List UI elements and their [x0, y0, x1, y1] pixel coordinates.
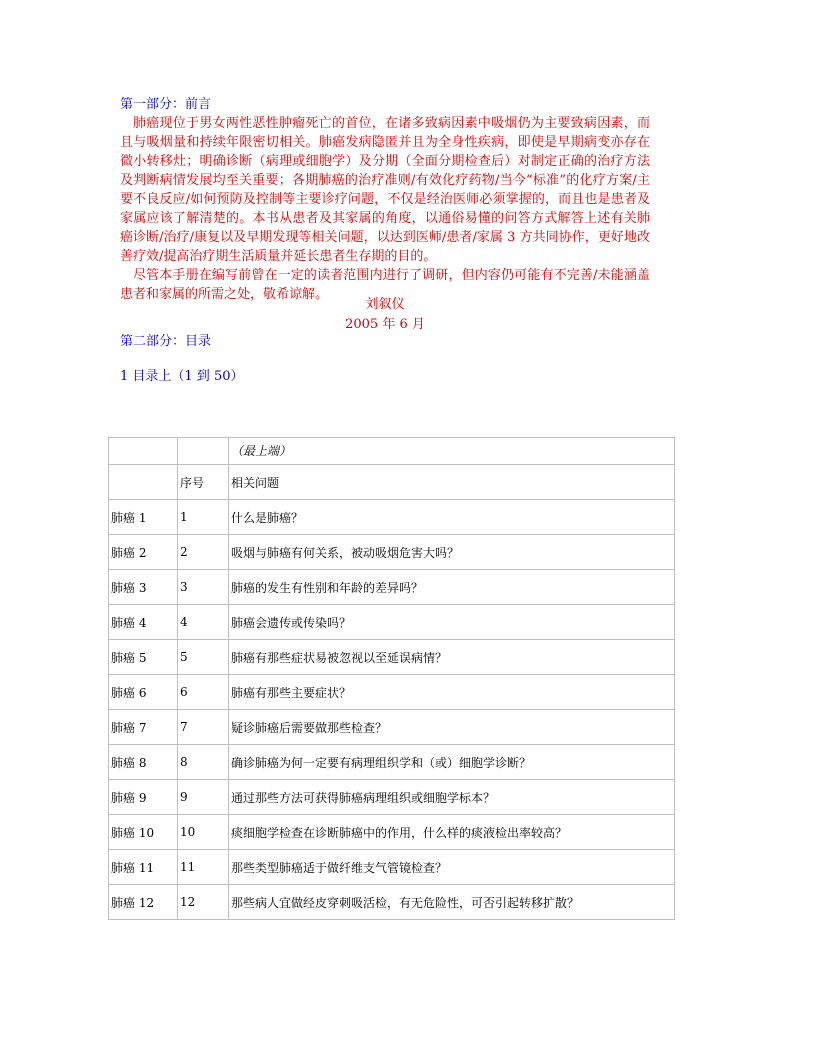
table-cell-empty: [109, 465, 178, 500]
row-question-link[interactable]: 肺癌的发生有性别和年龄的差异吗？: [229, 570, 675, 605]
table-row: [109, 850, 675, 885]
row-question-link[interactable]: 那些类型肺癌适于做纤维支气管镜检查？: [229, 850, 675, 885]
toc-header-row: [109, 465, 675, 500]
row-number: 4: [178, 605, 229, 640]
row-number: 8: [178, 745, 229, 780]
table-cell-empty: [109, 438, 178, 465]
row-category: 肺癌 8: [109, 745, 178, 780]
table-row: [109, 780, 675, 815]
table-row: [109, 535, 675, 570]
top-anchor-label: （最上端）: [229, 438, 675, 465]
toc-top-row: [109, 438, 675, 465]
toc-table: [108, 437, 675, 920]
row-question-link[interactable]: 那些病人宜做经皮穿刺吸活检，有无危险性，可否引起转移扩散？: [229, 885, 675, 920]
header-number: 序号: [178, 465, 229, 500]
header-question: 相关问题: [229, 465, 675, 500]
row-number: 12: [178, 885, 229, 920]
row-category: 肺癌 6: [109, 675, 178, 710]
row-number: 5: [178, 640, 229, 675]
row-category: 肺癌 5: [109, 640, 178, 675]
row-category: 肺癌 4: [109, 605, 178, 640]
row-category: 肺癌 3: [109, 570, 178, 605]
table-row: [109, 640, 675, 675]
row-number: 3: [178, 570, 229, 605]
row-category: 肺癌 1: [109, 500, 178, 535]
table-row: [109, 710, 675, 745]
row-number: 2: [178, 535, 229, 570]
table-row: [109, 745, 675, 780]
row-question-link[interactable]: 什么是肺癌？: [229, 500, 675, 535]
part1-title: 第一部分：前言: [120, 97, 212, 112]
row-category: 肺癌 12: [109, 885, 178, 920]
table-row: [109, 815, 675, 850]
row-category: 肺癌 2: [109, 535, 178, 570]
row-number: 1: [178, 500, 229, 535]
row-category: 肺癌 7: [109, 710, 178, 745]
row-number: 10: [178, 815, 229, 850]
author-name: 刘叙仪: [365, 297, 405, 312]
row-question-link[interactable]: 肺癌会遗传或传染吗？: [229, 605, 675, 640]
row-question-link[interactable]: 吸烟与肺癌有何关系，被动吸烟危害大吗？: [229, 535, 675, 570]
table-row: [109, 885, 675, 920]
row-question-link[interactable]: 肺癌有那些症状易被忽视以至延误病情？: [229, 640, 675, 675]
table-cell-empty: [178, 438, 229, 465]
table-row: [109, 500, 675, 535]
row-number: 7: [178, 710, 229, 745]
preface-date: 2005 年 6 月: [345, 317, 425, 332]
toc-subtitle-link[interactable]: 1 目录上（1 到 50）: [120, 369, 244, 384]
row-question-link[interactable]: 通过那些方法可获得肺癌病理组织或细胞学标本？: [229, 780, 675, 815]
row-question-link[interactable]: 肺癌有那些主要症状？: [229, 675, 675, 710]
row-question-link[interactable]: 疑诊肺癌后需要做那些检查？: [229, 710, 675, 745]
row-number: 6: [178, 675, 229, 710]
preface-paragraph-1: 肺癌现位于男女两性恶性肿瘤死亡的首位，在诸多致病因素中吸烟仍为主要致病因素，而且与吸烟量和持续年限密切相关。肺癌发病隐匿并且为全身性疾病，即使是早期病变亦存在微小转移灶；明确诊断（病理或细胞学）及分期（全面分期检查后）对制定正确的治疗方法及判断病情发展均至关重要；各期肺癌的治疗准则/有效化疗药物/当今“标准”的化疗方案/主要不良反应/如何预防及控制等主要诊疗问题，不仅是经治医师必须掌握的，而且也是患者及家属应该了解清楚的。本书从患者及其家属的角度，以通俗易懂的问答方式解答上述有关肺癌诊断/治疗/康复以及早期发现等相关问题，以达到医师/患者/家属 3 方共同协作，更好地改善疗效/提高治疗期生活质量并延长患者生存期的目的。: [120, 116, 650, 264]
row-category: 肺癌 9: [109, 780, 178, 815]
table-row: [109, 675, 675, 710]
table-row: [109, 570, 675, 605]
row-number: 11: [178, 850, 229, 885]
preface-paragraph-2: 尽管本手册在编写前曾在一定的读者范围内进行了调研，但内容仍可能有不完善/未能涵盖患者和家属的所需之处，敬希谅解。: [120, 268, 650, 302]
row-category: 肺癌 10: [109, 815, 178, 850]
table-row: [109, 605, 675, 640]
part2-title: 第二部分：目录: [120, 334, 212, 349]
row-number: 9: [178, 780, 229, 815]
row-question-link[interactable]: 痰细胞学检查在诊断肺癌中的作用，什么样的痰液检出率较高？: [229, 815, 675, 850]
row-question-link[interactable]: 确诊肺癌为何一定要有病理组织学和（或）细胞学诊断？: [229, 745, 675, 780]
preface-text: [120, 114, 650, 304]
row-category: 肺癌 11: [109, 850, 178, 885]
